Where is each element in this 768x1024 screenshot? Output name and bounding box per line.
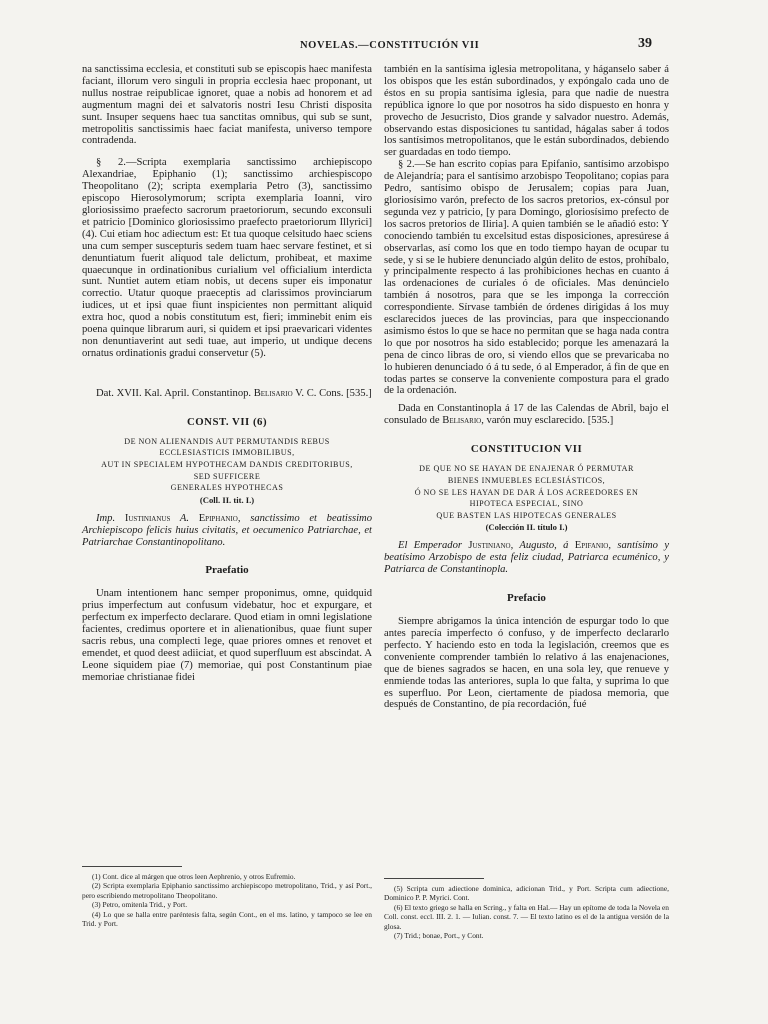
spanish-section-title: Prefacio xyxy=(507,592,546,605)
footnote-6: (6) El texto griego se halla en Scring., y falta en Hal.— Hay un epítome de toda la Novela en Coll. const. eccl. III. 2. 1. — Iulian. const. 7. — El texto latino es el de la antigua versión de la glosa. xyxy=(384,902,670,931)
spanish-address-a: El Emperador xyxy=(398,540,469,552)
spanish-rubric-line-1: DE QUE NO SE HAYAN DE ENAJENAR Ó PERMUTAR xyxy=(419,464,634,474)
spanish-rubric-line-3: Ó NO SE LES HAYAN DE DAR Á LOS ACREEDORES EN xyxy=(414,487,639,497)
latin-consul-name: Belisario xyxy=(253,387,293,399)
page-number: 39 xyxy=(638,36,652,51)
footnotes-right xyxy=(384,884,669,940)
spanish-rubric-line-5: QUE BASTEN LAS HIPOTECAS GENERALES xyxy=(436,510,617,520)
spanish-paragraph-1: también en la santísima iglesia metropolitana, y háganselo saber á los obispos que les están subordinados, y expóngalo cada uno de éstos en su propia santísima iglesia, para que nadie de nuestra república ignore lo que por nosotros ha sido dispuesto en honra y provecho de Jesucristo, Dios grande y salvador nuestro. Además, observando estas disposiciones tu santidad, hágalas saber á todos los santísimos metropolitanos, que le están subordinados, debiendo ser guardadas en todo tiempo. xyxy=(384,64,669,159)
latin-constitution-title: CONST. VII (6) xyxy=(186,415,268,428)
latin-address-b: A. xyxy=(170,512,199,524)
spanish-patriarch-name: Epifanio xyxy=(574,540,609,552)
latin-rubric-line-2: ECCLESIASTICIS IMMOBILIBUS, xyxy=(159,448,295,458)
latin-date-part-b: V. C. Cons. [535.] xyxy=(292,387,372,399)
footnote-4: (4) Lo que se halla entre paréntesis falta, según Cont., en el ms. latino, y tampoco se lee en Trid. y Port. xyxy=(82,909,372,929)
footnote-1: (1) Cont. dice al márgen que otros leen Aephrenio, y otros Eufremio. xyxy=(92,872,296,881)
spanish-emperor-name: Justiniano xyxy=(468,540,511,552)
spanish-column xyxy=(384,64,669,711)
spanish-prefacio: Siempre abrigamos la única intención de espurgar todo lo que antes parecía imperfecto ó confuso, y de imperfecto declararlo perfecto. Y haciendo esto en toda la legislación, creemos que es conveniente comprender también lo relativo á las enajenaciones, que de bienes sagrados se hacen, en una sola ley, que renueve y enmiende todas las anteriores, supla lo que falta, y suprima lo que es superfluo. Por Leon, ciertamente de piadosa memoria, que después de Constantino, de pía recordación, fué xyxy=(384,616,669,711)
latin-paragraph-2: § 2.—Scripta exemplaria sanctissimo archiepiscopo Alexandriae, Epiphanio (1); sanctissimo archiespiscopo Theopolitano (2); scripta exemplaria Petro (3), sanctissimo episcopo Hierosolymorum; scripta exemplaria Ioanni, viro gloriosissimo praefecto sacrorum praetoriorum, secundo exconsuli et patricio [Dominico gloriosissimo praefecto praetoriorum Illyrici] (4). Cui etiam hoc adiectum est: Et tua quoque celsitudo haec sciens una cum semper suscepturis sedem tuam haec servare festinet, et si denuntiatum fuerit aliquod tale delictum, prohibeat, et maxime quaecunque in ordinationibus curialium vel officialium interdicta sunt. Nuntiet autem etiam nobis, ut decens super eis imponatur correctio. Utatur quoque praeceptis ad clarissimos provinciarum iudices, ut et ipsi quae fiunt inspicientes non permittant aliquid extra hoc, quod a nobis constitutum est, fieri; imminebit enim eis poena quinque librarum auri, si quidem et ipsi praevaricari videntes non denuntiaverint aut sedi tuae, aut imperio, ut undique decens ornatus ordinationis gradui conservetur (5). xyxy=(82,157,372,359)
latin-rubric-line-5: GENERALES HYPOTHECAS xyxy=(170,483,284,493)
footnote-3: (3) Petro, omitenla Trid., y Port. xyxy=(92,900,188,910)
footnote-rule-left xyxy=(82,866,182,867)
footnote-2: (2) Scripta exemplaria Epiphanio sanctissimo archiepiscopo metropolitano, Trid., y así Port., pero escribiendo metropolitano Theopolitano. xyxy=(82,881,372,900)
spanish-date-line xyxy=(384,403,669,427)
latin-date-line xyxy=(82,388,372,400)
latin-patriarch-name: Epiphanio xyxy=(198,512,238,524)
latin-rubric-line-3: AUT IN SPECIALEM HYPOTHECAM DANDIS CREDITORIBUS, xyxy=(101,459,353,469)
spanish-rubric-line-2: BIENES INMUEBLES ECLESIÁSTICOS, xyxy=(447,475,606,485)
latin-column xyxy=(82,64,372,684)
latin-address-a: Imp. xyxy=(96,512,125,524)
footnote-5: (5) Scripta cum adiectione dominica, adicionan Trid., y Port. Scripta cum adiectione, Dominico P. P. Myrici. Cont. xyxy=(384,884,669,903)
latin-section-title: Praefatio xyxy=(205,564,249,577)
spanish-date-part-b: , varón muy esclarecido. [535.] xyxy=(481,415,614,427)
latin-date-part-a: Dat. XVII. Kal. April. Constantinop. xyxy=(96,387,254,399)
footnote-7: (7) Trid.; bonae, Port., y Cont. xyxy=(394,931,484,941)
spanish-paragraph-2: § 2.—Se han escrito copias para Epifanio, santísimo arzobispo de Alejandría; para el santísimo arzobispo Teopolitano; copias para Pedro, santísimo obispo de Jerusalem; copias para Juan, gloriosísimo varón, prefecto de los sacros pretorios, ex-cónsul por segunda vez y patricio, [y para Domingo, gloriosísimo prefecto de los sacros pretorios de Iliria]. A quien también se le añadió esto: Y conociendo también tu excelsitud estas disposiciones, apresúrese á observarlas, así como los que en todo tiempo hayan de ocupar tu sede, y si se le hubiere denunciado algún delito de estos, prohíbalo, y principalmente respecto á las prohibiciones hechas en cuanto á las ordenaciones de curiales ó de oficiales. Mas denúncielo también á nosotros, para que se les imponga la corrección correspondiente. Sírvase también de órdenes dirigidas á los muy esclarecidos jueces de las provincias, para que inspeccionando asimismo éstos lo que se hace no permitan que se haga nada contra lo que por nosotros ha sido establecido; porque les amenazará la pena de cinco libras de oro, si viendo ellos que se prevaricaba no lo hubieren denunciado ó á tu sede, ó al Emperador, á fin de que en todas partes se conserve la conveniente compostura para el grado de la ordenación. xyxy=(384,159,669,397)
running-head: NOVELAS.—CONSTITUCIÓN VII xyxy=(300,40,480,51)
spanish-address-b: , Augusto, á xyxy=(510,540,575,552)
footnotes-left xyxy=(82,872,372,928)
latin-paragraph-1: na sanctissima ecclesia, et constituti sub se episcopis haec manifesta faciant, illorum vero singuli in propria ecclesia haec proponant, ut nullus nostrae reipublicae ignoret, quae a nobis ad honorem et ad augmentum magni dei et salvatoris nostri Iesu Christi disposita sunt. Insuper sequens haec tua sanctitas omnibus, qui sub se sunt, metropolitis sanctissimis haec faciat manifesta, universo tempore contradenda. xyxy=(82,64,372,147)
spanish-collection-ref: (Colección II. título I.) xyxy=(485,522,568,533)
spanish-address xyxy=(384,540,669,576)
latin-emperor-name: Iustinianus xyxy=(124,512,171,524)
spanish-date-part-a: Dada en Constantinopla á 17 de las Calendas de Abril, bajo el consulado de xyxy=(384,403,669,427)
latin-rubric-line-1: DE NON ALIENANDIS AUT PERMUTANDIS REBUS xyxy=(124,436,330,446)
latin-collection-ref: (Coll. II. tit. I.) xyxy=(199,494,255,505)
latin-praefatio: Unam intentionem hanc semper proponimus, omne, quidquid prius imperfectum aut confusum videbatur, hoc et expurgare, et perfectum ex imperfecto declarare. Quod etiam in omni legislatione facientes, credimus oportere et in alienationibus, quae fiunt super sacris rebus, una complecti lege, quae priores omnes et renovet et emendet, et quod deest adiiciat, et quod superfluum est abscindat. A Leone siquidem piae (7) memoriae, qui post Constantinum piae memoriae christianae fidei xyxy=(82,588,372,683)
latin-rubric-line-4: SED SUFFICERE xyxy=(193,471,261,481)
spanish-constitution-title: CONSTITUCION VII xyxy=(470,443,583,456)
spanish-address-c: , santísimo y beatísimo Arzobispo de esta feliz ciudad, Patriarca ecuménico, y Patriarca de Constantinopla. xyxy=(384,540,670,576)
latin-address xyxy=(82,513,372,549)
spanish-consul-name: Belisario xyxy=(442,415,482,427)
latin-address-c: , sanctissimo et beatissimo Archiepiscopo felicis huius civitatis, et oecumenico Patriarchae, et Patriarchae Constantinopolitano. xyxy=(82,512,372,548)
footnote-rule-right xyxy=(384,878,484,879)
spanish-rubric-line-4: HIPOTECA ESPECIAL, SINO xyxy=(469,499,584,509)
